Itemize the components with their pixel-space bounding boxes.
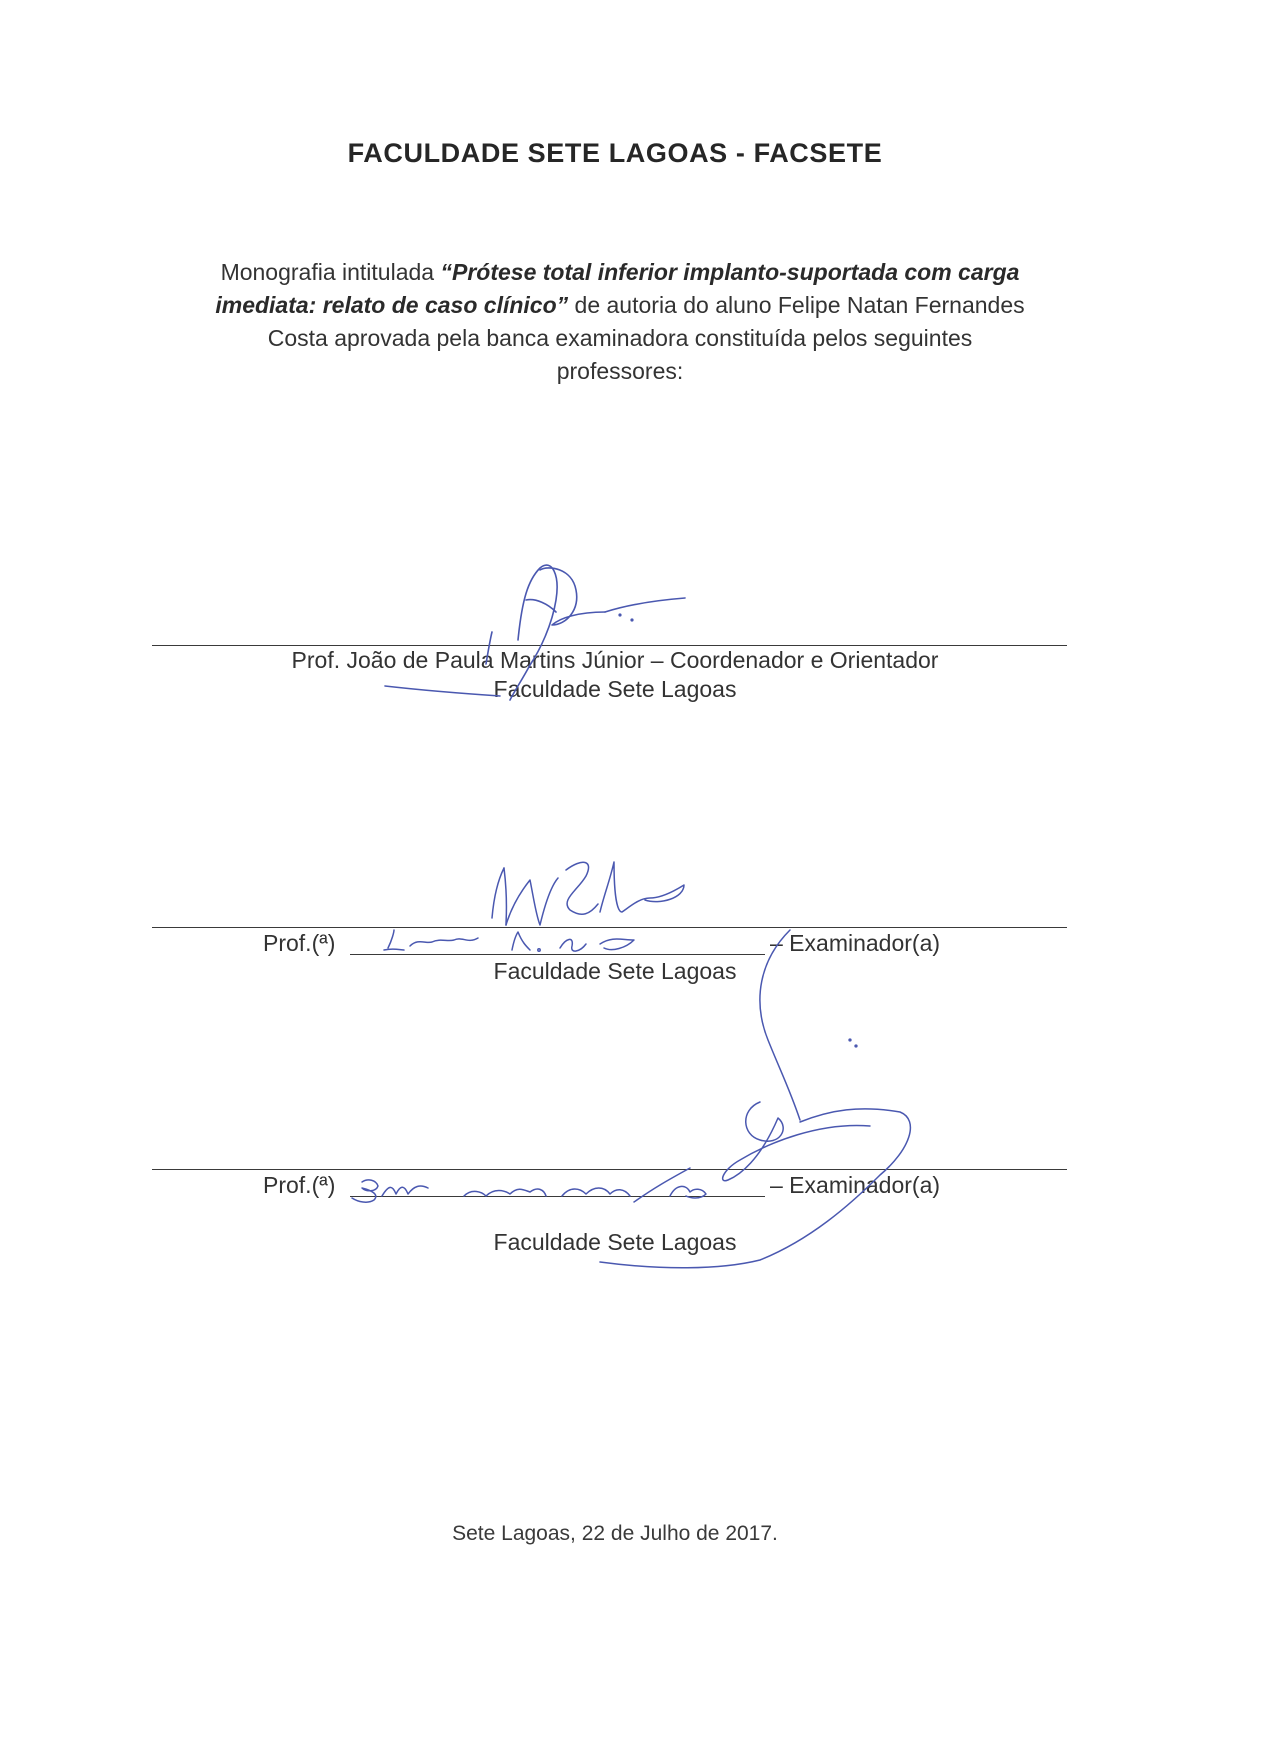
statement-line-4: professores: — [556, 358, 684, 384]
statement-line-1 — [170, 256, 1070, 289]
examiner-2-name-blank — [350, 1196, 765, 1197]
examiner-2-role: – Examinador(a) — [770, 1172, 941, 1198]
examiner-1-prefix: Prof.(ª) — [263, 930, 336, 956]
signature-line-examiner-2 — [152, 1169, 1067, 1170]
author-text: de autoria do aluno Felipe Natan Fernandes — [568, 292, 1025, 318]
examiner-1-signature — [384, 862, 857, 1120]
examiner-2-institution: Faculdade Sete Lagoas — [493, 1229, 737, 1255]
coordinator-name-role: Prof. João de Paula Martins Júnior – Coordenador e Orientador — [291, 647, 939, 673]
examiner-2-prefix: Prof.(ª) — [263, 1172, 336, 1198]
institution-title: FACULDADE SETE LAGOAS - FACSETE — [347, 138, 883, 168]
examiner-1-name-blank — [350, 954, 765, 955]
signature-line-coordinator — [152, 645, 1067, 646]
examiner-1-role: – Examinador(a) — [770, 930, 941, 956]
coordinator-institution: Faculdade Sete Lagoas — [493, 676, 737, 702]
examiner-1-institution: Faculdade Sete Lagoas — [493, 958, 737, 984]
statement-line-2 — [170, 289, 1070, 322]
signature-line-examiner-1 — [152, 927, 1067, 928]
statement-prefix: Monografia intitulada — [220, 259, 441, 285]
statement-line-3: Costa aprovada pela banca examinadora constituída pelos seguintes — [267, 325, 973, 351]
approval-statement — [170, 256, 1070, 388]
monograph-title-part-1: “Prótese total inferior implanto-suportada com carga — [440, 259, 1020, 285]
monograph-title-part-2: imediata: relato de caso clínico” — [215, 292, 569, 318]
place-and-date: Sete Lagoas, 22 de Julho de 2017. — [452, 1522, 778, 1545]
